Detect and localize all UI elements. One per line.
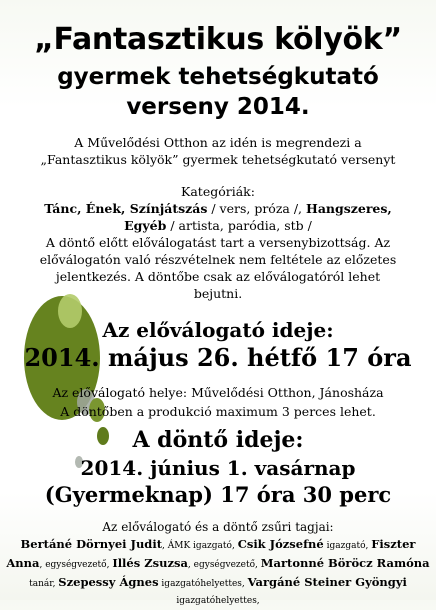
final-time: (Gyermeknap) 17 óra 30 perc (44, 482, 392, 507)
jury-block (0, 519, 436, 610)
categories-other: Egyéb / artista, paródia, stb / (124, 218, 312, 233)
production-limit: A döntőben a produkció maximum 3 perces lehet. (60, 404, 376, 419)
poster-subtitle: gyermek tehetségkutató (57, 64, 379, 90)
categories-line: Tánc, Ének, Színjátszás / vers, próza /, Hangszeres, (44, 201, 392, 216)
poster-title: „Fantasztikus kölyök” (34, 22, 402, 57)
categories-heading: Kategóriák: (181, 184, 255, 199)
preselection-datetime: 2014. május 26. hétfő 17 óra (24, 343, 412, 372)
rules-line-2: előválogatón való részvételnek nem feltétele az előzetes (39, 252, 397, 267)
categories-block (0, 183, 436, 302)
jury-heading: Az előválogató és a döntő zsűri tagjai: (102, 520, 334, 534)
rules-line-3: jelentkezés. A döntőbe csak az előválogatóról lehet (55, 269, 381, 284)
jury-line-1: Bertáné Dörnyei Judit, ÁMK igazgató, Csik Józsefné igazgató, Fiszter (20, 537, 416, 551)
rules-line-1: A döntő előtt előválogatást tart a versenybizottság. Az (45, 235, 391, 250)
preselection-heading: Az előválogató ideje: (102, 318, 334, 342)
jury-line-2: Anna, egységvezető, Illés Zsuzsa, egységvezető, Martonné Böröcz Ramóna (6, 556, 430, 570)
intro-text: A Művelődési Otthon az idén is megrendezi a „Fantasztikus kölyök” gyermek tehetségkutató versenyt (40, 135, 396, 167)
final-heading: A döntő ideje: (132, 427, 304, 453)
jury-line-4: igazgatóhelyettes, (176, 596, 260, 606)
rules-line-4: bejutni. (193, 286, 243, 301)
preselection-place: Az előválogató helye: Művelődési Otthon, Jánosháza (52, 385, 384, 400)
poster-subtitle-year: verseny 2014. (126, 94, 310, 120)
final-date: 2014. június 1. vasárnap (80, 456, 356, 480)
jury-line-3: tanár, Szepessy Ágnes igazgatóhelyettes, Vargáné Steiner Gyöngyi (29, 575, 407, 589)
